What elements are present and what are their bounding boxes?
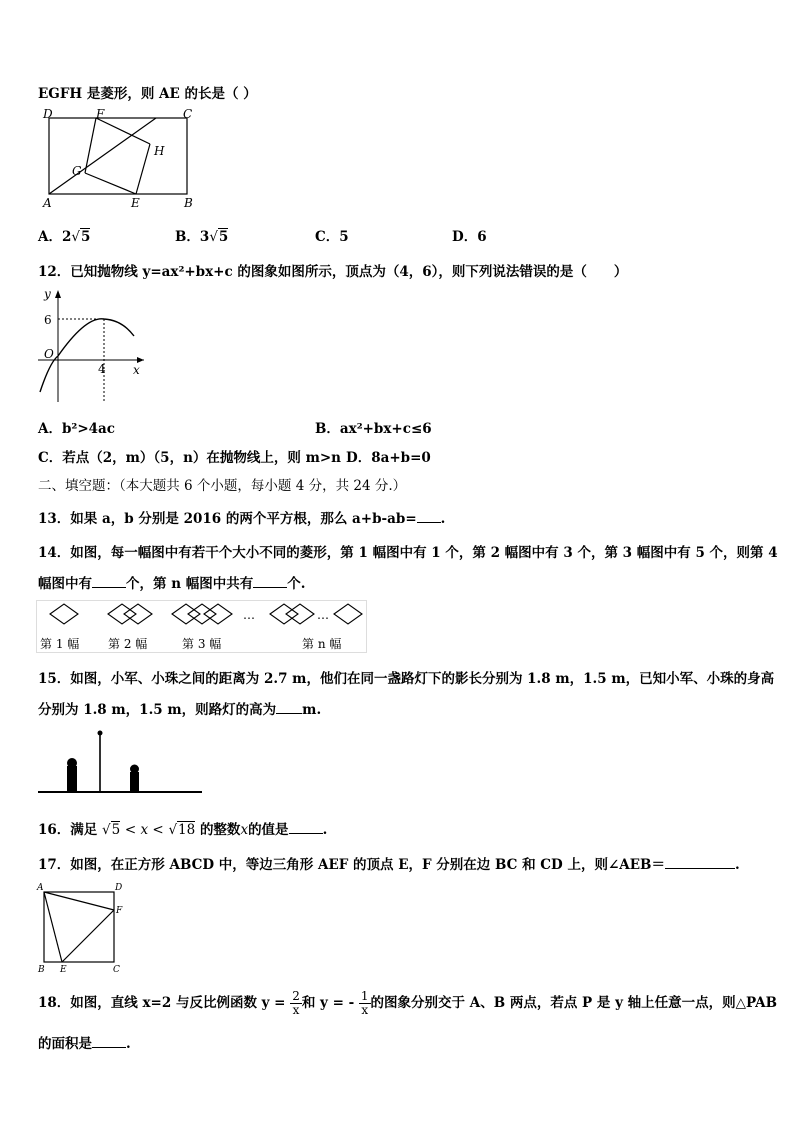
label-B: B	[184, 196, 193, 210]
label-A: A	[43, 196, 52, 210]
q11-option-a[interactable]: A．2√5	[38, 229, 91, 245]
q11-stem: EGFH 是菱形，则 AE 的长是（ ）	[38, 86, 257, 102]
label-C: C	[183, 108, 193, 121]
caption-n: 第 n 幅	[302, 637, 342, 651]
q15-line1: 15．如图，小军、小珠之间的距离为 2.7 m，他们在同一盏路灯下的影长分别为 1.8 m，1.5 m，已知小军、小珠的身高	[38, 671, 775, 687]
q15-line2: 分别为 1.8 m，1.5 m，则路灯的高为 m.	[38, 702, 322, 718]
tick-label-4: 4	[98, 362, 106, 376]
origin-label: O	[44, 347, 54, 361]
label-F: F	[116, 906, 123, 916]
label-E: E	[60, 965, 67, 975]
q14-line2: 幅图中有 个，第 n 幅图中共有 个.	[38, 576, 306, 592]
q13: 13．如果 a，b 分别是 2016 的两个平方根，那么 a+b-ab= .	[38, 511, 446, 527]
label-F: F	[96, 108, 105, 121]
label-B: B	[38, 965, 45, 975]
q17: 17．如图，在正方形 ABCD 中，等边三角形 AEF 的顶点 E，F 分别在边 BC 和 CD 上，则∠AEB＝ .	[38, 857, 740, 873]
caption-3: 第 3 幅	[182, 637, 222, 651]
axis-label-y: y	[44, 287, 51, 301]
caption-2: 第 2 幅	[108, 637, 148, 651]
q11-option-c[interactable]: C．5	[315, 229, 349, 245]
q16-answer-blank[interactable]	[289, 833, 323, 834]
q12-parabola-graph	[36, 284, 148, 404]
q15-streetlight-figure	[36, 728, 206, 798]
q13-answer-blank[interactable]	[417, 522, 441, 523]
q18-answer-blank[interactable]	[92, 1047, 126, 1048]
q14-rhombus-figure	[36, 600, 368, 654]
ellipsis-1: …	[243, 608, 255, 622]
section-title: 二、填空题：（本大题共 6 个小题，每小题 4 分，共 24 分.）	[38, 478, 407, 494]
q12-option-d[interactable]: D．8a+b=0	[346, 450, 431, 466]
fraction-1-over-x: $\frac{1}{x}$	[360, 989, 369, 1017]
tick-label-6: 6	[44, 313, 52, 327]
q12-stem: 12．已知抛物线 y=ax²+bx+c 的图象如图所示，顶点为（4，6），则下列说法错误的是（ ）	[38, 264, 628, 280]
label-A: A	[37, 883, 44, 893]
q16: 16．满足 √5 < x < √18 的整数x的值是 .	[38, 822, 328, 838]
fraction-2-over-x: $\frac{2}{x}$	[292, 989, 300, 1017]
q14-line1: 14．如图，每一幅图中有若干个大小不同的菱形，第 1 幅图中有 1 个，第 2 幅图中有 3 个，第 3 幅图中有 5 个，则第 4	[38, 545, 778, 561]
q18-line1: 18．如图，直线 x=2 与反比例函数 y = $\frac{2}{x}$ 和 y = - $\frac{1}{x}$ 的图象分别交于 A、B 两点，若点 P 是 y 轴上任意一点，则△PAB	[38, 989, 778, 1017]
q14-answer-blank-1[interactable]	[92, 587, 126, 588]
q17-square-figure	[34, 880, 130, 976]
q11-option-d[interactable]: D．6	[452, 229, 487, 245]
q15-answer-blank[interactable]	[276, 713, 302, 714]
label-D: D	[115, 883, 123, 893]
label-G: G	[72, 164, 82, 178]
q18-line2: 的面积是 .	[38, 1036, 131, 1052]
label-H: H	[154, 144, 165, 158]
q12-option-c[interactable]: C．若点（2，m）（5，n）在抛物线上，则 m>n	[38, 450, 341, 466]
label-E: E	[131, 196, 140, 210]
axis-label-x: x	[133, 363, 140, 377]
q12-option-b[interactable]: B．ax²+bx+c≤6	[315, 421, 432, 437]
q11-rectangle-figure	[38, 108, 208, 213]
q11-option-b[interactable]: B．3√5	[175, 229, 229, 245]
q12-option-a[interactable]: A．b²>4ac	[38, 421, 115, 437]
label-D: D	[43, 108, 53, 121]
q17-answer-blank[interactable]	[665, 868, 735, 869]
caption-1: 第 1 幅	[40, 637, 80, 651]
label-C: C	[113, 965, 120, 975]
ellipsis-2: …	[317, 608, 329, 622]
q14-answer-blank-2[interactable]	[253, 587, 287, 588]
